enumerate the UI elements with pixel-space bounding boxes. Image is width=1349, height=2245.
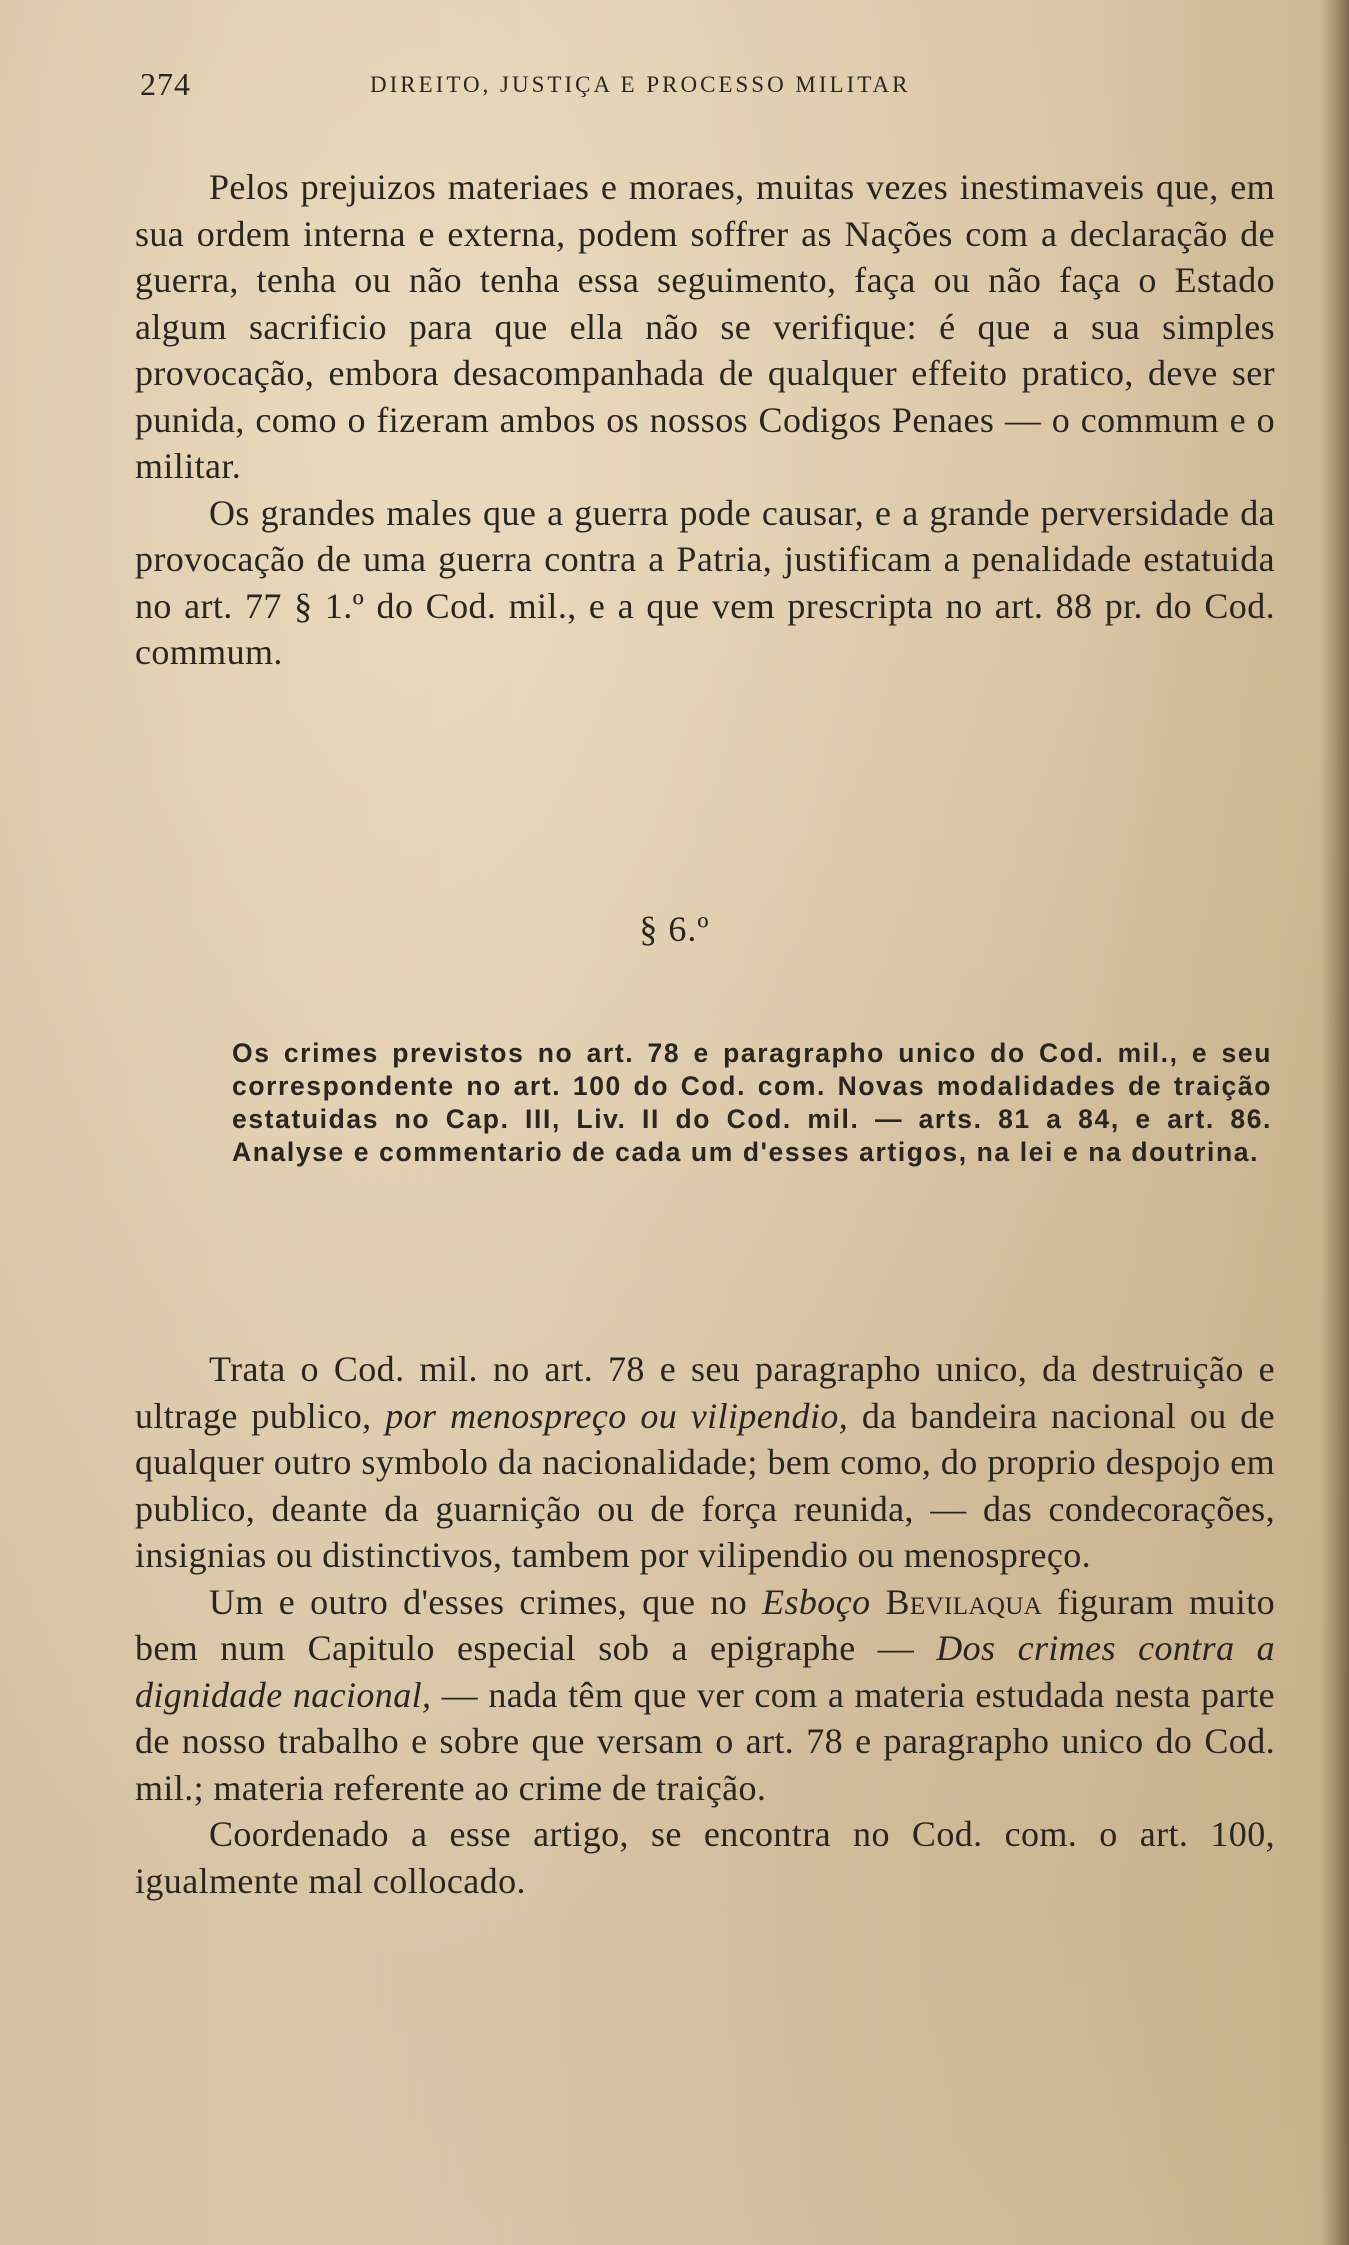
italic-phrase: Dos crimes contra a dignidade nacional, <box>135 1628 1276 1715</box>
page-header <box>140 66 1260 106</box>
text-block-bottom <box>135 1346 1275 1904</box>
paragraph: Coordenado a esse artigo, se encontra no Cod. com. o art. 100, igualmente mal collocado. <box>135 1814 1275 1901</box>
paragraph: Pelos prejuizos materiaes e moraes, muitas vezes inestimaveis que, em sua ordem interna e externa, podem soffrer as Nações com a declaração de guerra, tenha ou não tenha essa seguimento, faça ou não faça o Estado algum sacrificio para que ella não se verifique: é que a sua simples provocação, embora desacompanhada de qualquer effeito pratico, deve ser punida, como o fizeram ambos os nossos Codigos Penaes — o commum e o militar. <box>135 167 1275 486</box>
page-edge-shadow <box>1321 0 1349 2245</box>
running-title: DIREITO, JUSTIÇA E PROCESSO MILITAR <box>370 72 911 97</box>
italic-phrase: por menospreço ou vilipendio, <box>385 1395 849 1436</box>
paragraph: Um e outro d'esses crimes, que no Esboço Bevilaqua figuram muito bem num Capitulo especial sob a epigraphe — Dos crimes contra a dignidade nacional, — nada têm que ver com a materia estudada nesta parte de nosso trabalho e sobre que versam o art. 78 e paragrapho unico do Cod. mil.; materia referente ao crime de traição. <box>135 1581 1276 1808</box>
text-block-top <box>135 164 1275 676</box>
paragraph: Os grandes males que a guerra pode causar, e a grande perversidade da provocação de uma guerra contra a Patria, justificam a penalidade estatuida no art. 77 § 1.º do Cod. mil., e a que vem prescripta no art. 88 pr. do Cod. commum. <box>135 492 1275 672</box>
page-number: 274 <box>140 66 191 102</box>
paragraph: Trata o Cod. mil. no art. 78 e seu paragrapho unico, da destruição e ultrage publico, por menospreço ou vilipendio, da bandeira nacional ou de qualquer outro symbolo da nacionalidade; bem como, do proprio despojo em publico, deante da guarnição ou de força reunida, — das condecorações, insignias ou distinctivos, tambem por vilipendio ou menospreço. <box>135 1349 1276 1575</box>
author-name: Bevilaqua <box>885 1581 1043 1622</box>
italic-phrase: Esboço <box>762 1581 871 1622</box>
section-heading: § 6.º <box>639 909 710 949</box>
section-summary: Os crimes previstos no art. 78 e paragrapho unico do Cod. mil., e seu correspondente no art. 100 do Cod. com. Novas modalidades de traição estatuidas no Cap. III, Liv. II do Cod. mil. — arts. 81 a 84, e art. 86. Analyse e commentario de cada um d'esses artigos, na lei e na doutrina. <box>232 1038 1272 1167</box>
